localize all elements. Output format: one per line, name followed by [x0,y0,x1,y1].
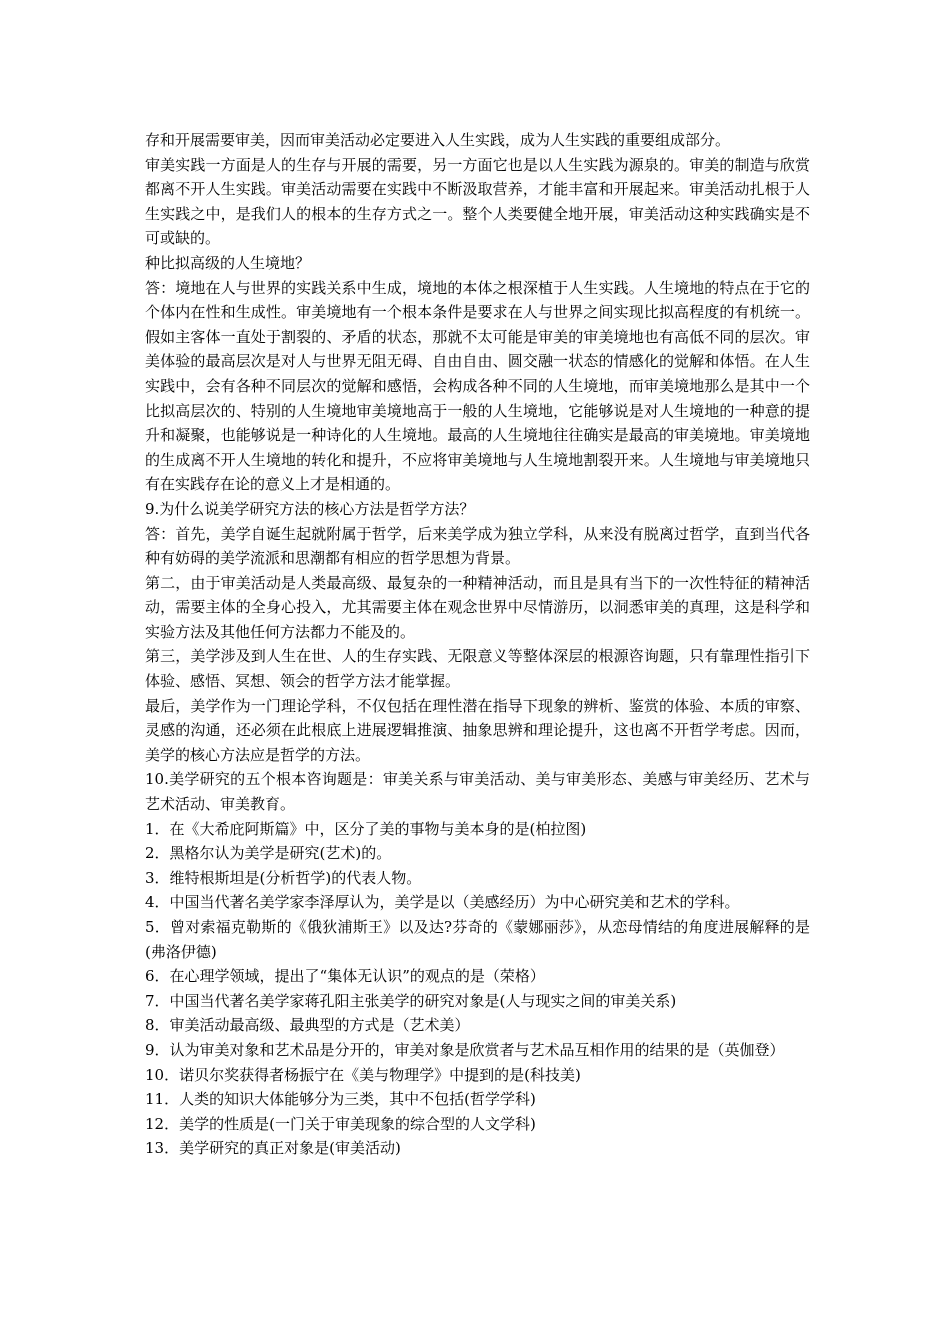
paragraph: 答：首先，美学自诞生起就附属于哲学，后来美学成为独立学科，从来没有脱离过哲学，直到当代各种有妨碍的美学流派和思潮都有相应的哲学思想为背景。 [145,524,810,568]
paragraph: 种比拟高级的人生境地？ [145,253,311,272]
list-item: 6．在心理学领域，提出了“集体无认识”的观点的是（荣格） [145,967,545,986]
list-item: 4．中国当代著名美学家李泽厚认为，美学是以（美感经历）为中心研究美和艺术的学科。 [145,893,740,912]
list-item: 12．美学的性质是(一门关于审美现象的综合型的人文学科) [145,1114,536,1133]
document-body [145,128,810,1161]
list-item: 10．诺贝尔奖获得者杨振宁在《美与物理学》中提到的是(科技美) [145,1065,581,1084]
paragraph: 第三，美学涉及到人生在世、人的生存实践、无限意义等整体深层的根源咨询题，只有靠理性指引下体验、感悟、冥想、领会的哲学方法才能掌握。 [145,647,810,691]
paragraph: 审美实践一方面是人的生存与开展的需要，另一方面它也是以人生实践为源泉的。审美的制造与欣赏都离不开人生实践。审美活动需要在实践中不断汲取营养，才能丰富和开展起来。审美活动扎根于人生实践之中，是我们人的根本的生存方式之一。整个人类要健全地开展，审美活动这种实践确实是不可或缺的。 [145,155,810,248]
list-item: 3．维特根斯坦是(分析哲学)的代表人物。 [145,868,422,887]
list-item: 1．在《大希庇阿斯篇》中，区分了美的事物与美本身的是(柏拉图) [145,819,587,838]
list-item: 7．中国当代著名美学家蒋孔阳主张美学的研究对象是(人与现实之间的审美关系) [145,991,677,1010]
list-item: 2．黑格尔认为美学是研究(艺术)的。 [145,844,392,863]
list-item: 13．美学研究的真正对象是(审美活动) [145,1139,401,1158]
paragraph: 最后，美学作为一门理论学科，不仅包括在理性潜在指导下现象的辨析、鉴赏的体验、本质的审察、灵感的沟通，还必须在此根底上进展逻辑推演、抽象思辨和理论提升，这也离不开哲学考虑。因而，美学的核心方法应是哲学的方法。 [145,696,810,764]
list-item: 5．曾对索福克勒斯的《俄狄浦斯王》以及达?芬奇的《蒙娜丽莎》，从恋母情结的角度进展解释的是(弗洛伊德) [145,918,810,961]
paragraph: 第二，由于审美活动是人类最高级、最复杂的一种精神活动，而且是具有当下的一次性特征的精神活动，需要主体的全身心投入，尤其需要主体在观念世界中尽情游历，以洞悉审美的真理，这是科学和实验方法及其他任何方法都力不能及的。 [145,573,810,641]
list-item: 9．认为审美对象和艺术品是分开的，审美对象是欣赏者与艺术品互相作用的结果的是（英伽登） [145,1040,785,1059]
list-item: 11．人类的知识大体能够分为三类，其中不包括(哲学学科) [145,1090,536,1109]
paragraph: 10.美学研究的五个根本咨询题是：审美关系与审美活动、美与审美形态、美感与审美经历、艺术与艺术活动、审美教育。 [145,770,810,814]
paragraph: 存和开展需要审美，因而审美活动必定要进入人生实践，成为人生实践的重要组成部分。 [145,131,731,149]
paragraph: 答：境地在人与世界的实践关系中生成，境地的本体之根深植于人生实践。人生境地的特点在于它的个体内在性和生成性。审美境地有一个根本条件是要求在人与世界之间实现比拟高程度的有机统一。假如主客体一直处于割裂的、矛盾的状态，那就不太可能是审美的审美境地也有高低不同的层次。审美体验的最高层次是对人与世界无阻无碍、自由自由、圆交融一状态的情感化的觉解和体悟。在人生实践中，会有各种不同层次的觉解和感悟，会构成各种不同的人生境地，而审美境地那么是其中一个比拟高层次的、特别的人生境地审美境地高于一般的人生境地，它能够说是对人生境地的一种意的提升和凝聚，也能够说是一种诗化的人生境地。最高的人生境地往往确实是最高的审美境地。审美境地的生成离不开人生境地的转化和提升，不应将审美境地与人生境地割裂开来。人生境地与审美境地只有在实践存在论的意义上才是相通的。 [145,278,810,494]
question-heading: 9.为什么说美学研究方法的核心方法是哲学方法？ [145,499,475,518]
list-item: 8．审美活动最高级、最典型的方式是（艺术美） [145,1016,470,1035]
